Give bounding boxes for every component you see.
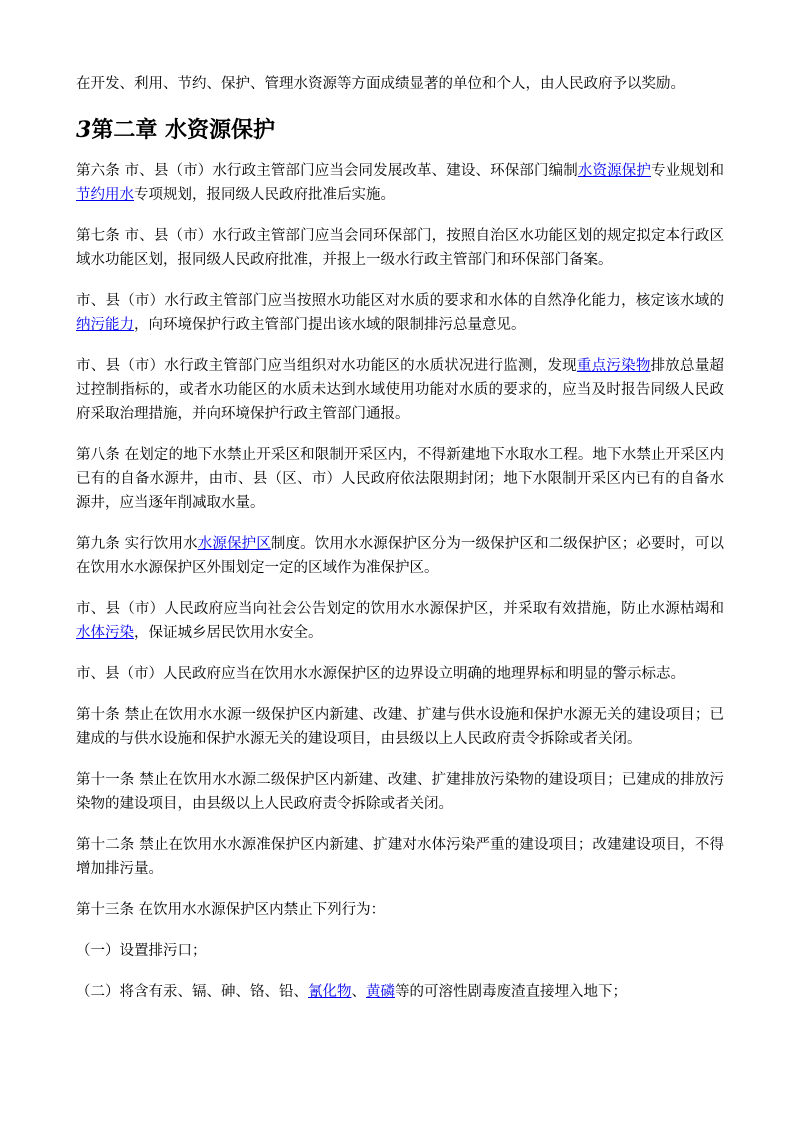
list-item-2-text-3: 等的可溶性剧毒废渣直接埋入地下； [395, 984, 627, 1000]
article-9-paragraph-2 [76, 597, 724, 645]
link-water-pollution[interactable]: 水体污染 [76, 625, 134, 641]
article-7-text: 第七条 市、县（市）水行政主管部门应当会同环保部门，按照自治区水功能区划的规定拟定本行政区域水功能区划，报同级人民政府批准，并报上一级水行政主管部门和环保部门备案。 [76, 228, 724, 268]
link-water-resource-protection[interactable]: 水资源保护 [577, 163, 652, 179]
link-pollution-capacity[interactable]: 纳污能力 [76, 317, 134, 333]
article-11 [76, 768, 724, 816]
article-7-p2-text-2: ，向环境保护行政主管部门提出该水域的限制排污总量意见。 [134, 317, 526, 333]
article-6 [76, 159, 724, 207]
article-9 [76, 532, 724, 580]
article-8 [76, 443, 724, 515]
list-item-2-text-1: （二）将含有汞、镉、砷、铬、铅、 [76, 984, 308, 1000]
article-7 [76, 224, 724, 272]
list-item-2-text-2: 、 [351, 984, 366, 1000]
article-10 [76, 703, 724, 751]
article-6-text-1: 第六条 市、县（市）水行政主管部门应当会同发展改革、建设、环保部门编制 [76, 163, 578, 179]
article-11-text: 第十一条 禁止在饮用水水源二级保护区内新建、改建、扩建排放污染物的建设项目；已建成的排放污染物的建设项目，由县级以上人民政府责令拆除或者关闭。 [76, 772, 724, 812]
article-9-text-1: 第九条 实行饮用水 [76, 536, 198, 552]
article-6-text-3: 专项规划，报同级人民政府批准后实施。 [134, 187, 395, 203]
link-key-pollutants[interactable]: 重点污染物 [576, 358, 651, 374]
link-water-saving[interactable]: 节约用水 [76, 187, 134, 203]
link-yellow-phosphorus[interactable]: 黄磷 [366, 984, 395, 1000]
paragraph-reward [76, 72, 724, 96]
article-9-p3-text: 市、县（市）人民政府应当在饮用水水源保护区的边界设立明确的地理界标和明显的警示标志。 [76, 666, 685, 682]
article-10-text: 第十条 禁止在饮用水水源一级保护区内新建、改建、扩建与供水设施和保护水源无关的建设项目；已建成的与供水设施和保护水源无关的建设项目，由县级以上人民政府责令拆除或者关闭。 [76, 707, 724, 747]
article-9-text-2: 制度。饮用水水源保护区分为一级保护区和二级保护区；必要时，可以在饮用水水源保护区外围划定一定的区域作为准保护区。 [76, 536, 725, 576]
list-item-1 [76, 939, 724, 963]
article-8-text: 第八条 在划定的地下水禁止开采区和限制开采区内，不得新建地下水取水工程。地下水禁止开采区内已有的自备水源井，由市、县（区、市）人民政府依法限期封闭；地下水限制开采区内已有的自备水源井，应当逐年削减取水量。 [76, 447, 724, 511]
link-cyanide[interactable]: 氰化物 [308, 984, 352, 1000]
chapter-heading [76, 113, 724, 147]
list-item-2 [76, 980, 724, 1004]
article-7-p2-text-1: 市、县（市）水行政主管部门应当按照水功能区对水质的要求和水体的自然净化能力，核定该水域的 [76, 293, 724, 309]
list-item-1-text: （一）设置排污口； [76, 943, 207, 959]
article-12-text: 第十二条 禁止在饮用水水源准保护区内新建、扩建对水体污染严重的建设项目；改建建设项目，不得增加排污量。 [76, 837, 724, 877]
article-13-text: 第十三条 在饮用水水源保护区内禁止下列行为： [76, 902, 386, 918]
article-7-paragraph-3 [76, 354, 724, 426]
article-9-p2-text-1: 市、县（市）人民政府应当向社会公告划定的饮用水水源保护区，并采取有效措施，防止水源枯竭和 [76, 601, 724, 617]
article-6-text-2: 专业规划和 [651, 163, 725, 179]
article-7-p3-text-2: 排放总量超过控制指标的，或者水功能区的水质未达到水域使用功能对水质的要求的，应当及时报告同级人民政府采取治理措施，并向环境保护行政主管部门通报。 [76, 358, 725, 422]
paragraph-text: 在开发、利用、节约、保护、管理水资源等方面成绩显著的单位和个人，由人民政府予以奖励。 [76, 76, 685, 92]
article-9-paragraph-3 [76, 662, 724, 686]
article-9-p2-text-2: ，保证城乡居民饮用水安全。 [134, 625, 323, 641]
chapter-number: 3 [76, 117, 92, 143]
link-water-source-protection-zone[interactable]: 水源保护区 [197, 536, 271, 552]
article-13 [76, 898, 724, 922]
article-7-p3-text-1: 市、县（市）水行政主管部门应当组织对水功能区的水质状况进行监测，发现 [76, 358, 577, 374]
article-7-paragraph-2 [76, 289, 724, 337]
article-12 [76, 833, 724, 881]
chapter-title: 第二章 水资源保护 [91, 117, 275, 143]
document-page [76, 72, 724, 1021]
